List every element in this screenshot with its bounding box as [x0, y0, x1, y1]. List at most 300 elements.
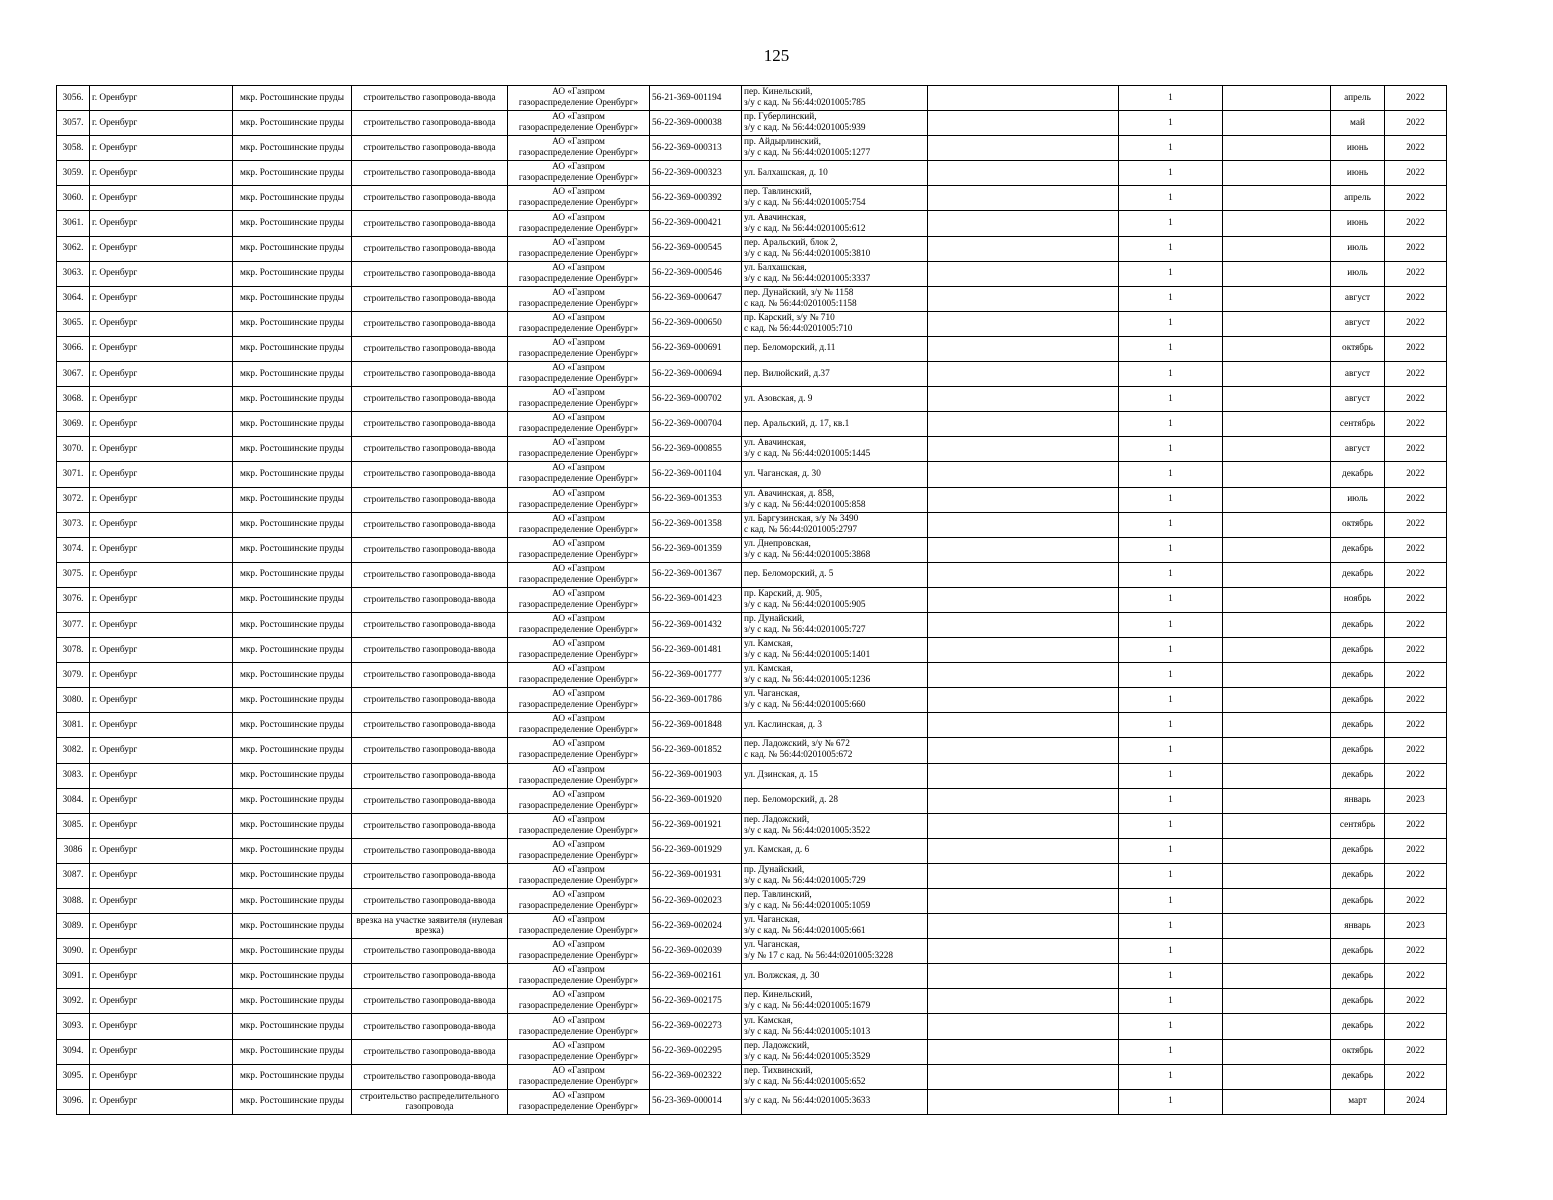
month-cell: декабрь: [1331, 1014, 1385, 1039]
address-line-1: пр. Айдырлинский,: [744, 137, 821, 148]
work-type-cell: врезка на участке заявителя (нулевая врезка): [352, 914, 508, 939]
address-cell: [742, 889, 928, 914]
address-cell: [742, 863, 928, 888]
address-line-1: пер. Кинельский,: [744, 990, 813, 1001]
work-type-cell: строительство газопровода-ввода: [352, 512, 508, 537]
empty-cell: [1223, 713, 1331, 738]
organization-cell: [508, 713, 650, 738]
application-code-cell: 56-22-369-001104: [650, 462, 742, 487]
address-line-2: з/у с кад. № 56:44:0201005:1277: [744, 148, 871, 159]
organization-line-1: АО «Газпром: [552, 990, 605, 1001]
city-cell: г. Оренбург: [90, 939, 233, 964]
address-line-2: з/у с кад. № 56:44:0201005:1445: [744, 449, 871, 460]
application-code-cell: 56-22-369-001921: [650, 813, 742, 838]
district-cell: мкр. Ростошинские пруды: [233, 989, 352, 1014]
quantity-cell: 1: [1119, 512, 1223, 537]
address-line-1: пер. Беломорский, д. 5: [744, 569, 834, 580]
year-cell: 2022: [1385, 537, 1447, 562]
organization-cell: [508, 688, 650, 713]
city-cell: г. Оренбург: [90, 236, 233, 261]
organization-cell: [508, 111, 650, 136]
address-line-2: з/у с кад. № 56:44:0201005:3522: [744, 825, 871, 836]
empty-cell: [1223, 1014, 1331, 1039]
address-line-2: з/у с кад. № 56:44:0201005:858: [744, 499, 866, 510]
organization-line-1: АО «Газпром: [552, 388, 605, 399]
table-row: [57, 211, 1447, 236]
organization-line-2: газораспределение Оренбург»: [518, 374, 639, 385]
address-line-1: ул. Чаганская,: [744, 915, 800, 926]
work-type-cell: строительство газопровода-ввода: [352, 211, 508, 236]
application-code-cell: 56-22-369-001777: [650, 663, 742, 688]
address-line-2: з/у с кад. № 56:44:0201005:1679: [744, 1001, 871, 1012]
month-cell: июнь: [1331, 211, 1385, 236]
year-cell: 2022: [1385, 612, 1447, 637]
work-type-cell: строительство газопровода-ввода: [352, 1039, 508, 1064]
quantity-cell: 1: [1119, 387, 1223, 412]
address-line-1: пер. Вилюйский, д.37: [744, 368, 830, 379]
city-cell: г. Оренбург: [90, 86, 233, 111]
year-cell: 2024: [1385, 1089, 1447, 1114]
organization-line-1: АО «Газпром: [552, 739, 605, 750]
district-cell: мкр. Ростошинские пруды: [233, 1089, 352, 1114]
month-cell: август: [1331, 387, 1385, 412]
address-cell: [742, 86, 928, 111]
year-cell: 2023: [1385, 914, 1447, 939]
organization-cell: [508, 1089, 650, 1114]
application-code-cell: 56-22-369-000546: [650, 261, 742, 286]
quantity-cell: 1: [1119, 863, 1223, 888]
empty-cell: [1223, 1039, 1331, 1064]
organization-line-1: АО «Газпром: [552, 337, 605, 348]
organization-line-2: газораспределение Оренбург»: [518, 725, 639, 736]
city-cell: г. Оренбург: [90, 638, 233, 663]
empty-cell: [928, 989, 1119, 1014]
organization-line-1: АО «Газпром: [552, 940, 605, 951]
quantity-cell: 1: [1119, 362, 1223, 387]
district-cell: мкр. Ростошинские пруды: [233, 562, 352, 587]
empty-cell: [928, 211, 1119, 236]
quantity-cell: 1: [1119, 638, 1223, 663]
table-row: [57, 738, 1447, 763]
empty-cell: [928, 612, 1119, 637]
row-number-cell: 3073.: [57, 512, 90, 537]
organization-line-1: АО «Газпром: [552, 639, 605, 650]
table-row: [57, 161, 1447, 186]
address-cell: [742, 1089, 928, 1114]
address-line-2: з/у с кад. № 56:44:0201005:729: [744, 875, 866, 886]
organization-cell: [508, 914, 650, 939]
table-row: [57, 537, 1447, 562]
address-cell: [742, 236, 928, 261]
district-cell: мкр. Ростошинские пруды: [233, 612, 352, 637]
district-cell: мкр. Ростошинские пруды: [233, 763, 352, 788]
month-cell: январь: [1331, 788, 1385, 813]
address-line-2: з/у с кад. № 56:44:0201005:1059: [744, 901, 871, 912]
month-cell: май: [1331, 111, 1385, 136]
organization-line-2: газораспределение Оренбург»: [518, 524, 639, 535]
table-row: [57, 336, 1447, 361]
city-cell: г. Оренбург: [90, 537, 233, 562]
empty-cell: [1223, 738, 1331, 763]
empty-cell: [1223, 612, 1331, 637]
empty-cell: [1223, 863, 1331, 888]
address-line-1: ул. Балхашская,: [744, 262, 807, 273]
row-number-cell: 3063.: [57, 261, 90, 286]
empty-cell: [1223, 813, 1331, 838]
organization-line-2: газораспределение Оренбург»: [518, 675, 639, 686]
organization-cell: [508, 236, 650, 261]
work-type-cell: строительство распределительного газопровода: [352, 1089, 508, 1114]
district-cell: мкр. Ростошинские пруды: [233, 336, 352, 361]
address-line-1: пер. Аральский, д. 17, кв.1: [744, 418, 850, 429]
quantity-cell: 1: [1119, 462, 1223, 487]
quantity-cell: 1: [1119, 437, 1223, 462]
month-cell: декабрь: [1331, 838, 1385, 863]
city-cell: г. Оренбург: [90, 136, 233, 161]
address-line-1: пер. Ладожский,: [744, 814, 810, 825]
address-line-1: пр. Дунайский,: [744, 864, 805, 875]
organization-line-2: газораспределение Оренбург»: [518, 875, 639, 886]
table-row: [57, 111, 1447, 136]
year-cell: 2022: [1385, 86, 1447, 111]
empty-cell: [1223, 336, 1331, 361]
organization-line-1: АО «Газпром: [552, 112, 605, 123]
row-number-cell: 3078.: [57, 638, 90, 663]
city-cell: г. Оренбург: [90, 838, 233, 863]
address-cell: [742, 186, 928, 211]
district-cell: мкр. Ростошинские пруды: [233, 688, 352, 713]
year-cell: 2023: [1385, 788, 1447, 813]
organization-line-2: газораспределение Оренбург»: [518, 800, 639, 811]
empty-cell: [928, 1064, 1119, 1089]
address-line-1: ул. Камская,: [744, 664, 793, 675]
address-line-1: пер. Тихвинский,: [744, 1065, 813, 1076]
page-number: 125: [763, 46, 790, 65]
year-cell: 2022: [1385, 487, 1447, 512]
organization-line-1: АО «Газпром: [552, 187, 605, 198]
organization-cell: [508, 186, 650, 211]
address-cell: [742, 286, 928, 311]
empty-cell: [928, 813, 1119, 838]
organization-line-1: АО «Газпром: [552, 965, 605, 976]
city-cell: г. Оренбург: [90, 587, 233, 612]
row-number-cell: 3090.: [57, 939, 90, 964]
address-line-1: пр. Губерлинский,: [744, 112, 817, 123]
row-number-cell: 3081.: [57, 713, 90, 738]
city-cell: г. Оренбург: [90, 437, 233, 462]
address-cell: [742, 788, 928, 813]
row-number-cell: 3089.: [57, 914, 90, 939]
empty-cell: [1223, 462, 1331, 487]
organization-line-2: газораспределение Оренбург»: [518, 951, 639, 962]
year-cell: 2022: [1385, 412, 1447, 437]
row-number-cell: 3086: [57, 838, 90, 863]
application-code-cell: 56-22-369-001358: [650, 512, 742, 537]
month-cell: декабрь: [1331, 688, 1385, 713]
organization-line-2: газораспределение Оренбург»: [518, 348, 639, 359]
organization-line-1: АО «Газпром: [552, 237, 605, 248]
district-cell: мкр. Ростошинские пруды: [233, 638, 352, 663]
work-type-cell: строительство газопровода-ввода: [352, 487, 508, 512]
table-row: [57, 1064, 1447, 1089]
quantity-cell: 1: [1119, 562, 1223, 587]
organization-line-2: газораспределение Оренбург»: [518, 248, 639, 259]
month-cell: декабрь: [1331, 1064, 1385, 1089]
district-cell: мкр. Ростошинские пруды: [233, 713, 352, 738]
city-cell: г. Оренбург: [90, 512, 233, 537]
city-cell: г. Оренбург: [90, 1064, 233, 1089]
month-cell: декабрь: [1331, 863, 1385, 888]
application-code-cell: 56-22-369-002039: [650, 939, 742, 964]
empty-cell: [928, 1039, 1119, 1064]
row-number-cell: 3065.: [57, 311, 90, 336]
organization-line-2: газораспределение Оренбург»: [518, 323, 639, 334]
organization-line-2: газораспределение Оренбург»: [518, 750, 639, 761]
empty-cell: [928, 788, 1119, 813]
address-line-2: з/у с кад. № 56:44:0201005:939: [744, 123, 866, 134]
address-cell: [742, 763, 928, 788]
application-code-cell: 56-22-369-001367: [650, 562, 742, 587]
organization-line-2: газораспределение Оренбург»: [518, 273, 639, 284]
year-cell: 2022: [1385, 437, 1447, 462]
address-line-2: з/у с кад. № 56:44:0201005:660: [744, 700, 866, 711]
application-code-cell: 56-22-369-000855: [650, 437, 742, 462]
district-cell: мкр. Ростошинские пруды: [233, 462, 352, 487]
address-line-2: з/у с кад. № 56:44:0201005:652: [744, 1076, 866, 1087]
application-code-cell: 56-22-369-001920: [650, 788, 742, 813]
district-cell: мкр. Ростошинские пруды: [233, 1039, 352, 1064]
address-line-2: з/у с кад. № 56:44:0201005:785: [744, 98, 866, 109]
quantity-cell: 1: [1119, 412, 1223, 437]
application-code-cell: 56-22-369-001359: [650, 537, 742, 562]
city-cell: г. Оренбург: [90, 663, 233, 688]
quantity-cell: 1: [1119, 1089, 1223, 1114]
row-number-cell: 3077.: [57, 612, 90, 637]
organization-line-2: газораспределение Оренбург»: [518, 926, 639, 937]
district-cell: мкр. Ростошинские пруды: [233, 186, 352, 211]
empty-cell: [928, 136, 1119, 161]
work-type-cell: строительство газопровода-ввода: [352, 788, 508, 813]
organization-line-2: газораспределение Оренбург»: [518, 976, 639, 987]
empty-cell: [928, 437, 1119, 462]
organization-cell: [508, 989, 650, 1014]
year-cell: 2022: [1385, 286, 1447, 311]
work-type-cell: строительство газопровода-ввода: [352, 813, 508, 838]
organization-line-1: АО «Газпром: [552, 312, 605, 323]
work-type-cell: строительство газопровода-ввода: [352, 286, 508, 311]
quantity-cell: 1: [1119, 889, 1223, 914]
city-cell: г. Оренбург: [90, 763, 233, 788]
work-type-cell: строительство газопровода-ввода: [352, 437, 508, 462]
quantity-cell: 1: [1119, 964, 1223, 989]
application-code-cell: 56-22-369-002024: [650, 914, 742, 939]
district-cell: мкр. Ростошинские пруды: [233, 663, 352, 688]
organization-line-1: АО «Газпром: [552, 287, 605, 298]
quantity-cell: 1: [1119, 838, 1223, 863]
address-cell: [742, 211, 928, 236]
month-cell: август: [1331, 362, 1385, 387]
address-line-1: пер. Беломорский, д.11: [744, 343, 836, 354]
district-cell: мкр. Ростошинские пруды: [233, 537, 352, 562]
empty-cell: [1223, 487, 1331, 512]
year-cell: 2022: [1385, 311, 1447, 336]
district-cell: мкр. Ростошинские пруды: [233, 387, 352, 412]
organization-cell: [508, 964, 650, 989]
year-cell: 2022: [1385, 638, 1447, 663]
organization-cell: [508, 612, 650, 637]
empty-cell: [928, 311, 1119, 336]
address-line-1: пр. Дунайский,: [744, 614, 805, 625]
quantity-cell: 1: [1119, 236, 1223, 261]
quantity-cell: 1: [1119, 211, 1223, 236]
city-cell: г. Оренбург: [90, 889, 233, 914]
organization-line-1: АО «Газпром: [552, 588, 605, 599]
table-row: [57, 612, 1447, 637]
organization-cell: [508, 412, 650, 437]
city-cell: г. Оренбург: [90, 1039, 233, 1064]
empty-cell: [1223, 311, 1331, 336]
row-number-cell: 3062.: [57, 236, 90, 261]
organization-cell: [508, 638, 650, 663]
row-number-cell: 3095.: [57, 1064, 90, 1089]
application-code-cell: 56-23-369-000014: [650, 1089, 742, 1114]
row-number-cell: 3074.: [57, 537, 90, 562]
empty-cell: [1223, 939, 1331, 964]
empty-cell: [928, 161, 1119, 186]
district-cell: мкр. Ростошинские пруды: [233, 286, 352, 311]
work-type-cell: строительство газопровода-ввода: [352, 939, 508, 964]
empty-cell: [928, 713, 1119, 738]
year-cell: 2022: [1385, 362, 1447, 387]
organization-line-1: АО «Газпром: [552, 162, 605, 173]
empty-cell: [928, 964, 1119, 989]
city-cell: г. Оренбург: [90, 989, 233, 1014]
empty-cell: [1223, 186, 1331, 211]
empty-cell: [928, 889, 1119, 914]
table-row: [57, 939, 1447, 964]
district-cell: мкр. Ростошинские пруды: [233, 964, 352, 989]
organization-cell: [508, 738, 650, 763]
organization-line-2: газораспределение Оренбург»: [518, 474, 639, 485]
application-code-cell: 56-22-369-000038: [650, 111, 742, 136]
table-row: [57, 788, 1447, 813]
address-cell: [742, 914, 928, 939]
empty-cell: [928, 537, 1119, 562]
month-cell: декабрь: [1331, 462, 1385, 487]
city-cell: г. Оренбург: [90, 688, 233, 713]
year-cell: 2022: [1385, 261, 1447, 286]
organization-line-2: газораспределение Оренбург»: [518, 850, 639, 861]
empty-cell: [928, 914, 1119, 939]
empty-cell: [1223, 86, 1331, 111]
month-cell: март: [1331, 1089, 1385, 1114]
year-cell: 2022: [1385, 763, 1447, 788]
organization-line-1: АО «Газпром: [552, 212, 605, 223]
organization-line-2: газораспределение Оренбург»: [518, 1076, 639, 1087]
year-cell: 2022: [1385, 1039, 1447, 1064]
application-code-cell: 56-22-369-000694: [650, 362, 742, 387]
empty-cell: [928, 336, 1119, 361]
district-cell: мкр. Ростошинские пруды: [233, 1014, 352, 1039]
organization-cell: [508, 336, 650, 361]
address-cell: [742, 462, 928, 487]
empty-cell: [1223, 1089, 1331, 1114]
address-line-2: с кад. № 56:44:0201005:710: [744, 323, 853, 334]
organization-cell: [508, 286, 650, 311]
empty-cell: [1223, 889, 1331, 914]
month-cell: октябрь: [1331, 1039, 1385, 1064]
organization-line-2: газораспределение Оренбург»: [518, 449, 639, 460]
organization-line-1: АО «Газпром: [552, 438, 605, 449]
table-row: [57, 286, 1447, 311]
address-line-2: з/у с кад. № 56:44:0201005:3810: [744, 248, 871, 259]
organization-line-1: АО «Газпром: [552, 764, 605, 775]
organization-cell: [508, 487, 650, 512]
organization-line-1: АО «Газпром: [552, 1065, 605, 1076]
address-cell: [742, 161, 928, 186]
quantity-cell: 1: [1119, 311, 1223, 336]
quantity-cell: 1: [1119, 487, 1223, 512]
table-row: [57, 412, 1447, 437]
organization-line-1: АО «Газпром: [552, 513, 605, 524]
year-cell: 2022: [1385, 964, 1447, 989]
address-cell: [742, 387, 928, 412]
organization-cell: [508, 387, 650, 412]
month-cell: июнь: [1331, 136, 1385, 161]
row-number-cell: 3076.: [57, 587, 90, 612]
address-line-2: з/у с кад. № 56:44:0201005:661: [744, 926, 866, 937]
address-cell: [742, 437, 928, 462]
work-type-cell: строительство газопровода-ввода: [352, 186, 508, 211]
city-cell: г. Оренбург: [90, 863, 233, 888]
row-number-cell: 3084.: [57, 788, 90, 813]
year-cell: 2022: [1385, 838, 1447, 863]
month-cell: октябрь: [1331, 336, 1385, 361]
empty-cell: [928, 1014, 1119, 1039]
address-cell: [742, 136, 928, 161]
organization-line-2: газораспределение Оренбург»: [518, 1051, 639, 1062]
organization-cell: [508, 1039, 650, 1064]
quantity-cell: 1: [1119, 1039, 1223, 1064]
empty-cell: [1223, 512, 1331, 537]
empty-cell: [928, 362, 1119, 387]
empty-cell: [1223, 412, 1331, 437]
address-cell: [742, 111, 928, 136]
quantity-cell: 1: [1119, 286, 1223, 311]
address-cell: [742, 964, 928, 989]
application-code-cell: 56-22-369-002295: [650, 1039, 742, 1064]
organization-cell: [508, 211, 650, 236]
organization-line-1: АО «Газпром: [552, 363, 605, 374]
address-line-1: пр. Карский, з/у № 710: [744, 312, 835, 323]
work-type-cell: строительство газопровода-ввода: [352, 587, 508, 612]
empty-cell: [928, 688, 1119, 713]
work-type-cell: строительство газопровода-ввода: [352, 236, 508, 261]
year-cell: 2022: [1385, 688, 1447, 713]
year-cell: 2022: [1385, 587, 1447, 612]
city-cell: г. Оренбург: [90, 336, 233, 361]
table-row: [57, 889, 1447, 914]
empty-cell: [1223, 111, 1331, 136]
district-cell: мкр. Ростошинские пруды: [233, 889, 352, 914]
application-code-cell: 56-22-369-001852: [650, 738, 742, 763]
table-row: [57, 989, 1447, 1014]
table-row: [57, 362, 1447, 387]
application-code-cell: 56-22-369-000691: [650, 336, 742, 361]
application-code-cell: 56-22-369-000647: [650, 286, 742, 311]
empty-cell: [928, 863, 1119, 888]
row-number-cell: 3069.: [57, 412, 90, 437]
